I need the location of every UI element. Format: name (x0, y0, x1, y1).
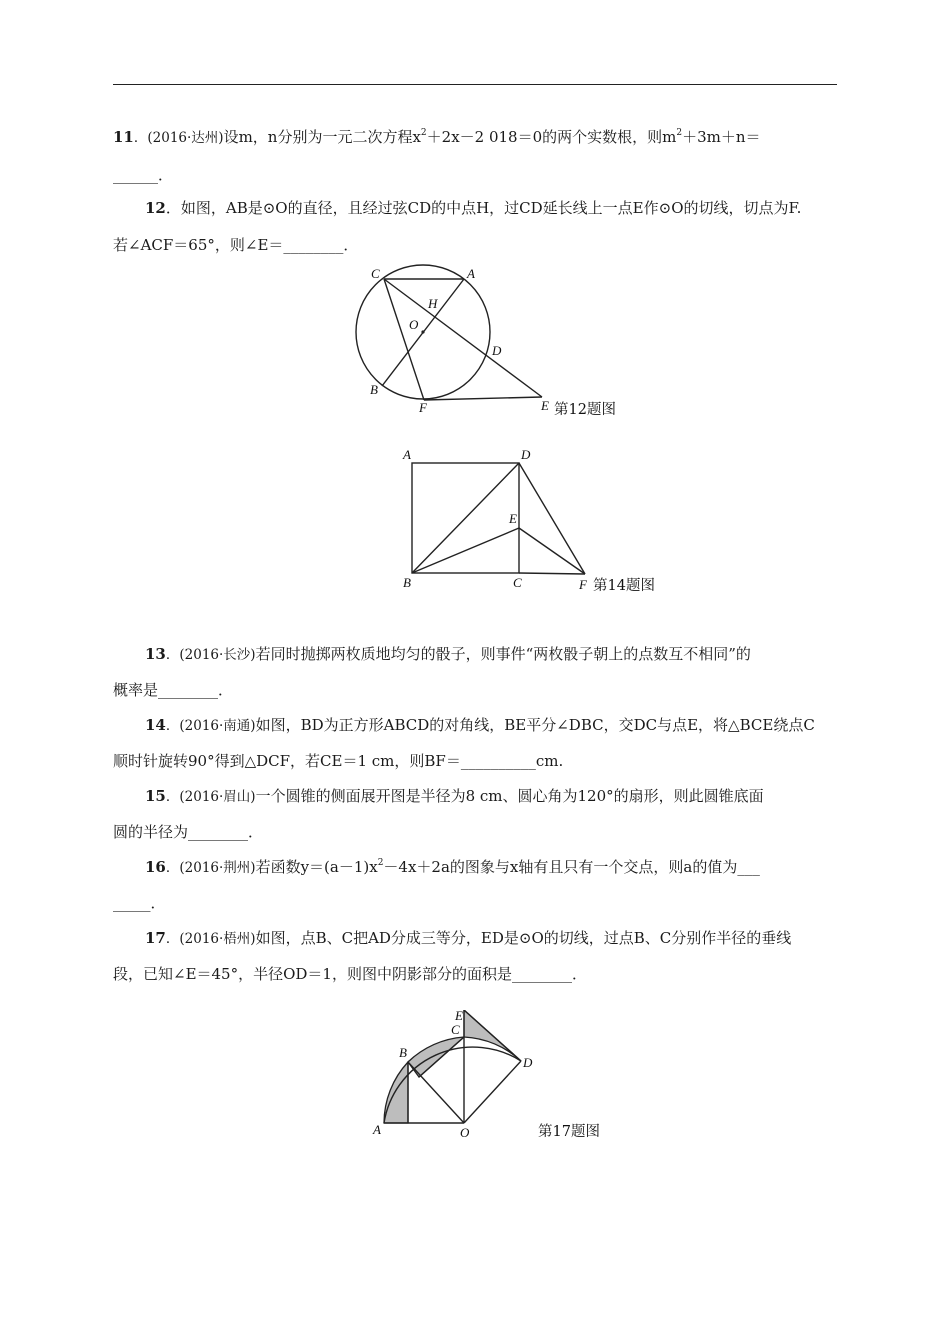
question-source: ．(2016·达州) (133, 130, 224, 146)
question-11-line1 (113, 127, 837, 148)
figure-17-caption: 第17题图 (538, 1124, 600, 1140)
label-B: B (399, 1045, 407, 1060)
label-H: H (428, 296, 438, 311)
superscript: 2 (420, 128, 427, 138)
question-15-line2: 圆的半径为________． (113, 823, 264, 841)
question-text: 如图，BD为正方形ABCD的对角线，BE平分∠DBC，交DC与点E，将△BCE绕点C (255, 716, 815, 734)
superscript: 2 (377, 858, 384, 868)
question-17-line2: 段，已知∠E＝45°，半径OD＝1，则图中阴影部分的面积是________． (113, 965, 587, 983)
figure-14-caption: 第14题图 (593, 578, 655, 594)
question-text: ＋2x－2 018＝0的两个实数根，则m (426, 128, 677, 146)
label-A: A (403, 447, 411, 462)
question-text: 若同时抛掷两枚质地均匀的骰子，则事件“两枚骰子朝上的点数互不相同”的 (255, 645, 751, 663)
question-16-line2: _____． (113, 894, 166, 912)
question-13-line1 (145, 644, 869, 665)
label-F: F (579, 577, 587, 592)
label-E: E (455, 1010, 463, 1023)
question-text: ．如图，AB是⊙O的直径，且经过弦CD的中点H，过CD延长线上一点E作⊙O的切线，切点为F. (165, 199, 802, 217)
label-E: E (541, 398, 549, 413)
figure-14 (395, 443, 685, 598)
shaded-region-a (384, 1062, 408, 1123)
question-number: 17 (145, 929, 166, 947)
label-O: O (460, 1125, 470, 1140)
label-O: O (409, 317, 419, 332)
question-14-line1 (145, 715, 869, 736)
question-number: 13 (145, 645, 166, 663)
question-number: 16 (145, 858, 166, 876)
figure-17 (368, 1010, 628, 1145)
question-12-line1 (145, 198, 869, 218)
question-source: ．(2016·眉山) (165, 789, 256, 805)
label-C: C (451, 1022, 460, 1037)
label-A: A (373, 1122, 381, 1137)
header-rule (113, 84, 837, 85)
question-source: ．(2016·梧州) (165, 931, 256, 947)
question-12-line2: 若∠ACF＝65°，则∠E＝________． (113, 236, 359, 254)
question-13-line2: 概率是________． (113, 681, 234, 699)
question-source: ．(2016·南通) (165, 718, 256, 734)
question-text: －4x＋2a的图象与x轴有且只有一个交点，则a的值为___ (383, 858, 760, 876)
question-17-line1 (145, 928, 869, 949)
label-C: C (513, 575, 522, 590)
label-D: D (521, 447, 531, 462)
label-C: C (371, 266, 380, 281)
question-source: ．(2016·荆州) (165, 860, 256, 876)
question-text: ＋3m＋n＝ (682, 128, 761, 146)
question-number: 12 (145, 199, 166, 217)
question-number: 14 (145, 716, 166, 734)
question-number: 11 (113, 128, 134, 146)
label-E: E (509, 511, 517, 526)
label-D: D (523, 1055, 533, 1070)
label-F: F (419, 400, 427, 415)
question-text: 一个圆锥的侧面展开图是半径为8 cm、圆心角为120°的扇形，则此圆锥底面 (255, 787, 764, 805)
question-15-line1 (145, 786, 869, 807)
question-text: 若函数y＝(a－1)x (255, 858, 378, 876)
question-text: 设m，n分别为一元二次方程x (223, 128, 421, 146)
label-D: D (492, 343, 502, 358)
figure-12-caption: 第12题图 (554, 402, 616, 418)
question-14-line2: 顺时针旋转90°得到△DCF，若CE＝1 cm，则BF＝__________cm. (113, 752, 564, 770)
question-11-line2: ______． (113, 166, 174, 184)
question-number: 15 (145, 787, 166, 805)
label-A: A (467, 266, 475, 281)
label-B: B (403, 575, 411, 590)
label-B: B (370, 382, 378, 397)
question-16-line1 (145, 857, 869, 878)
question-source: ．(2016·长沙) (165, 647, 256, 663)
figure-12 (340, 262, 650, 422)
superscript: 2 (676, 128, 683, 138)
question-text: 如图，点B、C把AD分成三等分，ED是⊙O的切线，过点B、C分别作半径的垂线 (255, 929, 792, 947)
